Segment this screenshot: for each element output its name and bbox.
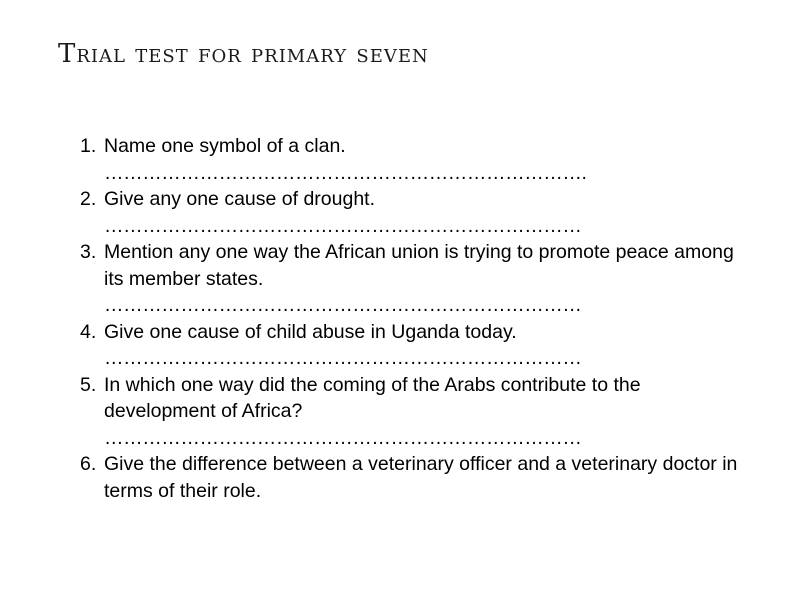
- answer-line: …………………………………………………………………: [104, 294, 582, 316]
- answer-line: …………………………………………………………………: [104, 347, 582, 369]
- question-item: [80, 239, 740, 319]
- question-number: 4.: [80, 320, 97, 343]
- question-number: 6.: [80, 453, 97, 475]
- page-title: Trial test for primary seven: [58, 39, 429, 69]
- answer-line: ………………………………………………………………….: [104, 161, 587, 184]
- question-item: [80, 451, 740, 504]
- question-text: Give one cause of child abuse in Uganda today.: [104, 320, 517, 343]
- question-text: In which one way did the coming of the Arabs contribute to the development of Africa?: [104, 373, 641, 422]
- question-number: 1.: [80, 135, 97, 157]
- question-item: [80, 372, 740, 452]
- question-list: [80, 133, 740, 504]
- question-text: Name one symbol of a clan.: [104, 135, 346, 157]
- question-number: 2.: [80, 188, 97, 210]
- question-item: [80, 186, 740, 239]
- question-number: 5.: [80, 373, 97, 396]
- question-item: [80, 133, 740, 186]
- answer-line: …………………………………………………………………: [104, 214, 582, 237]
- question-text: Give any one cause of drought.: [104, 188, 376, 210]
- question-number: 3.: [80, 241, 97, 263]
- question-item: [80, 319, 740, 372]
- question-text: Give the difference between a veterinary officer and a veterinary doctor in terms of their role.: [104, 453, 738, 502]
- answer-line: …………………………………………………………………: [104, 426, 582, 449]
- question-text: Mention any one way the African union is trying to promote peace among its member states.: [104, 241, 734, 290]
